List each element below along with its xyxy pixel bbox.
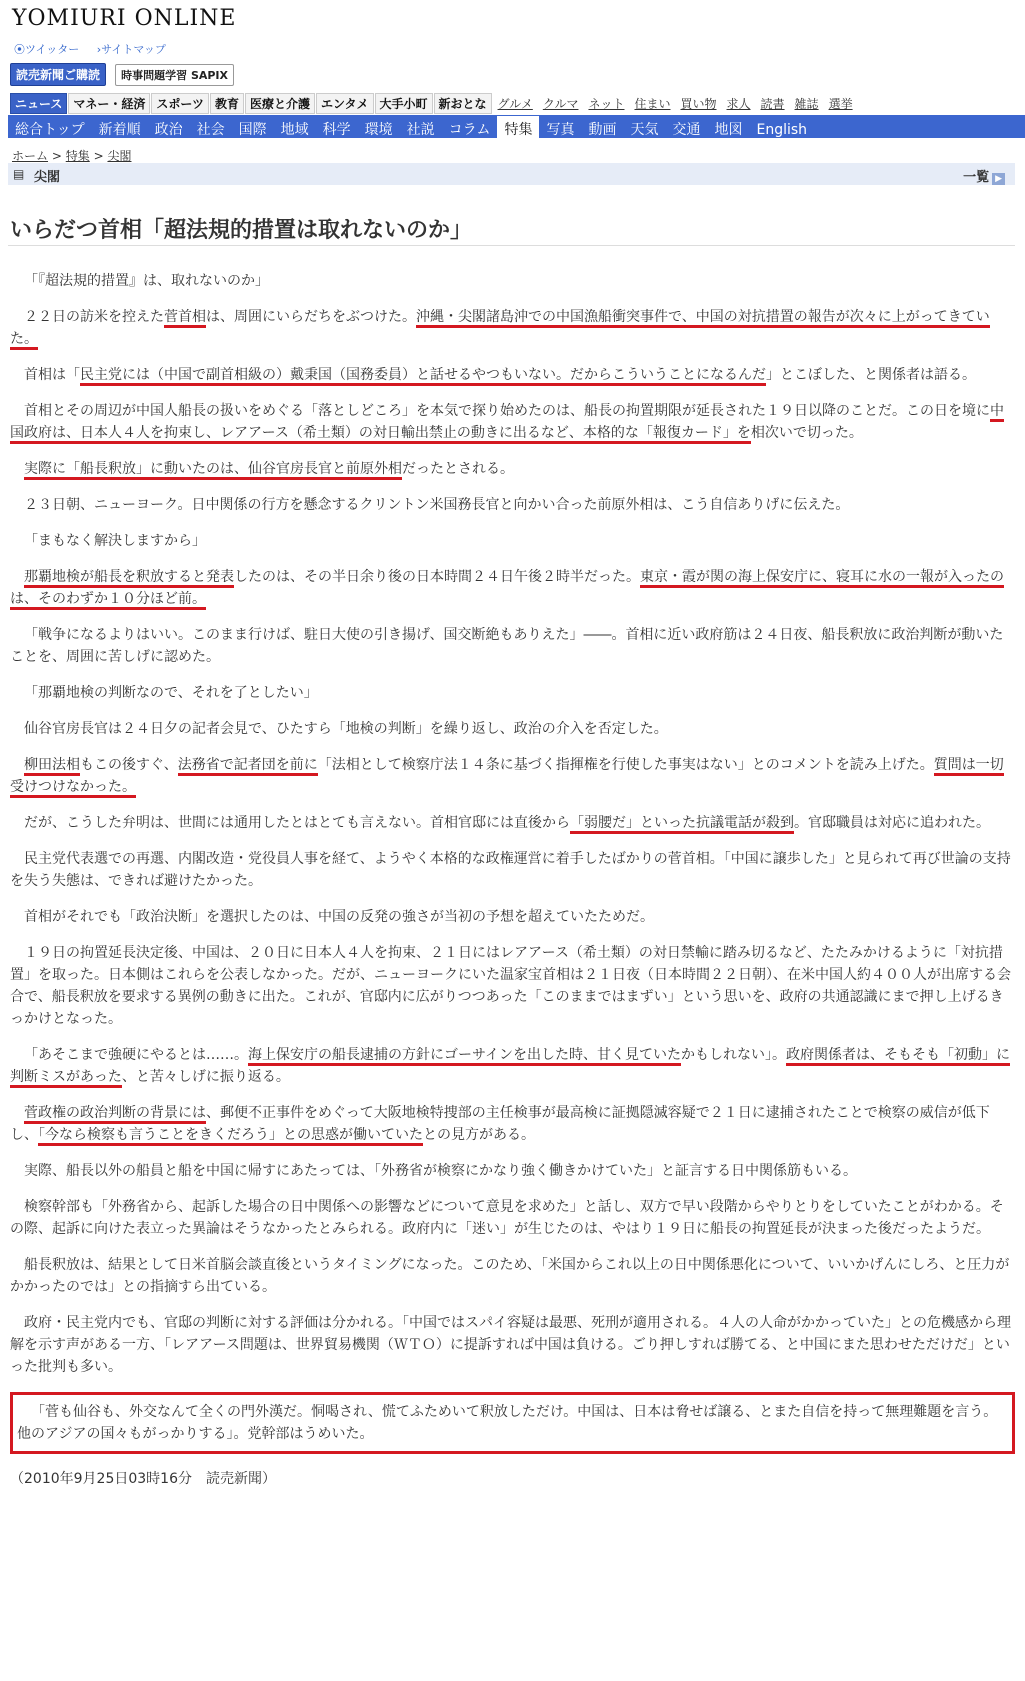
tab-komachi[interactable]: 大手小町 — [375, 93, 433, 114]
promo-buttons — [10, 63, 234, 86]
subnav-feature[interactable]: 特集 — [497, 116, 539, 139]
subnav-column[interactable]: コラム — [448, 122, 491, 138]
subnav-top[interactable]: 総合トップ — [15, 122, 85, 138]
news-subnav — [8, 115, 1025, 138]
article-dateline: （2010年9月25日03時16分 読売新聞） — [10, 1471, 276, 1487]
subnav-traffic[interactable]: 交通 — [672, 122, 701, 138]
tab-sports[interactable]: スポーツ — [151, 93, 209, 114]
subscribe-button[interactable]: 読売新聞ご購読 — [10, 63, 106, 86]
breadcrumb-separator: > — [93, 149, 104, 163]
subnav-world[interactable]: 国際 — [238, 122, 267, 138]
subnav-politics[interactable]: 政治 — [154, 122, 183, 138]
paragraph: 那覇地検が船長を釈放すると発表したのは、その半日余り後の日本時間２４日午後２時半だった。東京・霞が関の海上保安庁に、寝耳に水の一報が入ったのは、そのわずか１０分ほど前。 — [10, 566, 1015, 610]
tab-otona[interactable]: 新おとな — [434, 93, 492, 114]
list-link[interactable]: 一覧 ▶ — [963, 166, 1005, 185]
category-nav — [10, 93, 1017, 113]
paragraph: 「『超法規的措置』は、取れないのか」 — [24, 273, 269, 289]
tab-education[interactable]: 教育 — [210, 93, 244, 114]
subnav-environment[interactable]: 環境 — [364, 122, 393, 138]
paragraph: 「あそこまで強硬にやるとは……。海上保安庁の船長逮捕の方針にゴーサインを出した時、甘く見ていたかもしれない」。政府関係者は、そもそも「初動」に判断ミスがあった、と苦々しげに振り返る。 — [10, 1044, 1015, 1088]
tab-entertainment[interactable]: エンタメ — [316, 93, 374, 114]
link-net[interactable]: ネット — [588, 97, 625, 111]
paragraph: 首相は「民主党には（中国で副首相級の）戴秉国（国務委員）と話せるやつもいない。だからこういうことになるんだ」とこぼした、と関係者は語る。 — [10, 364, 1015, 386]
site-logo[interactable]: YOMIURI ONLINE — [12, 6, 237, 31]
subnav-english[interactable]: English — [756, 122, 808, 138]
paragraph: 政府・民主党内でも、官邸の判断に対する評価は分かれる。「中国ではスパイ容疑は最悪、死刑が適用される。４人の人命がかかっていた」との危機感から理解を示す声がある一方、「レアアース問題は、世界貿易機関（ＷＴＯ）に提訴すれば中国は負ける。ごり押しすれば勝てる、と中国にまた思わせただけだ」といった批判も多い。 — [10, 1315, 1011, 1375]
paragraph: 実際、船長以外の船員と船を中国に帰すにあたっては、「外務省が検察にかなり強く働きかけていた」と証言する日中関係筋もいる。 — [24, 1163, 857, 1179]
paragraph: 柳田法相もこの後すぐ、法務省で記者団を前に「法相として検察庁法１４条に基づく指揮権を行使した事実はない」とのコメントを読み上げた。質問は一切受けつけなかった。 — [10, 754, 1015, 798]
paragraph: ２３日朝、ニューヨーク。日中関係の行方を懸念するクリントン米国務長官と向かい合った前原外相は、こう自信ありげに伝えた。 — [24, 497, 850, 513]
tab-money[interactable]: マネー・経済 — [68, 93, 150, 114]
paragraph: ２２日の訪米を控えた菅首相は、周囲にいらだちをぶつけた。沖縄・尖閣諸島沖での中国漁船衝突事件で、中国の対抗措置の報告が次々に上がってきていた。 — [10, 306, 1015, 350]
breadcrumb — [12, 147, 131, 164]
link-election[interactable]: 選挙 — [828, 97, 853, 111]
paragraph: 首相がそれでも「政治決断」を選択したのは、中国の反発の強さが当初の予想を超えていたためだ。 — [24, 909, 654, 925]
paragraph: 菅政権の政治判断の背景には、郵便不正事件をめぐって大阪地検特捜部の主任検事が最高検に証拠隠滅容疑で２１日に逮捕されたことで検察の威信が低下し、「今なら検察も言うことをきくだろう」との思惑が働いていたとの見方がある。 — [10, 1102, 1015, 1146]
article-title: いらだつ首相「超法規的措置は取れないのか」 — [10, 218, 473, 243]
subnav-latest[interactable]: 新着順 — [98, 122, 141, 138]
paragraph: 仙谷官房長官は２４日夕の記者会見で、ひたすら「地検の判断」を繰り返し、政治の介入を否定した。 — [24, 721, 668, 737]
paragraph: 検察幹部も「外務省から、起訴した場合の日中関係への影響などについて意見を求めた」と話し、双方で早い段階からやりとりをしていたことがわかる。その際、起訴に向けた表立った異論はそうなかったとみられる。政府内に「迷い」が生じたのは、やはり１９日に船長の拘置延長が決まった後だったようだ。 — [10, 1199, 1004, 1237]
subnav-video[interactable]: 動画 — [588, 122, 617, 138]
article-body — [10, 270, 1015, 1490]
paragraph: 実際に「船長釈放」に動いたのは、仙谷官房長官と前原外相だったとされる。 — [10, 458, 1015, 480]
link-shopping[interactable]: 買い物 — [680, 97, 717, 111]
paragraph: １９日の拘置延長決定後、中国は、２０日に日本人４人を拘束、２１日にはレアアース（希土類）の対日禁輸に踏み切るなど、たたみかけるように「対抗措置」を取った。日本側はこれらを公表しなかった。だが、ニューヨークにいた温家宝首相は２１日夜（日本時間２２日朝）、在米中国人約４００人が出席する会合で、船長釈放を要求する異例の動きに出た。これが、官邸内に広がりつつあった「このままではまずい」という思いを、政府の共通認識にまで押し上げるきっかけとなった。 — [10, 945, 1011, 1027]
breadcrumb-feature[interactable]: 特集 — [65, 149, 90, 163]
section-header — [8, 163, 1015, 185]
subnav-editorial[interactable]: 社説 — [406, 122, 435, 138]
paragraph: 「まもなく解決しますから」 — [24, 533, 206, 549]
breadcrumb-separator: > — [51, 149, 62, 163]
title-divider — [8, 245, 1015, 246]
subnav-weather[interactable]: 天気 — [630, 122, 659, 138]
arrow-right-icon: ▶ — [992, 173, 1005, 185]
paragraph: 「那覇地検の判断なので、それを了としたい」 — [24, 685, 318, 701]
paragraph: 「戦争になるよりはいい。このまま行けば、駐日大使の引き揚げ、国交断絶もありえた」――。首相に近い政府筋は２４日夜、船長釈放に政治判断が動いたことを、周囲に苦しげに認めた。 — [10, 627, 1004, 665]
link-car[interactable]: クルマ — [542, 97, 579, 111]
link-magazines[interactable]: 雑誌 — [794, 97, 819, 111]
link-books[interactable]: 読書 — [760, 97, 785, 111]
link-jobs[interactable]: 求人 — [726, 97, 751, 111]
highlighted-paragraph: 「菅も仙谷も、外交なんて全くの門外漢だ。恫喝され、慌てふためいて釈放しただけ。中国は、日本は脅せば譲る、とまた自信を持って無理難題を言う。他のアジアの国々もがっかりする」。党幹部はうめいた。 — [10, 1392, 1015, 1454]
twitter-link[interactable]: ⦿ツイッター — [14, 43, 80, 56]
subnav-photos[interactable]: 写真 — [546, 122, 575, 138]
subnav-society[interactable]: 社会 — [196, 122, 225, 138]
paragraph: だが、こうした弁明は、世間には通用したとはとても言えない。首相官邸には直後から「弱腰だ」といった抗議電話が殺到。官邸職員は対応に追われた。 — [10, 812, 1015, 834]
link-gourmet[interactable]: グルメ — [497, 97, 533, 111]
sapix-button[interactable]: 時事問題学習 SAPIX — [115, 64, 234, 86]
sitemap-link[interactable]: ›サイトマップ — [96, 43, 166, 56]
section-label: 尖閣 — [34, 170, 61, 185]
breadcrumb-topic[interactable]: 尖閣 — [107, 149, 132, 163]
link-housing[interactable]: 住まい — [634, 97, 671, 111]
document-icon: ▤ — [13, 167, 25, 181]
tab-news[interactable]: ニュース — [10, 93, 67, 114]
subnav-science[interactable]: 科学 — [322, 122, 351, 138]
paragraph: 船長釈放は、結果として日米首脳会談直後というタイミングになった。このため、「米国からこれ以上の日中関係悪化について、いいかげんにしろ、と圧力がかかったのでは」との指摘すら出ている。 — [10, 1257, 1010, 1295]
tab-medical[interactable]: 医療と介護 — [245, 93, 315, 114]
utility-links — [14, 41, 180, 57]
subnav-map[interactable]: 地図 — [714, 122, 743, 138]
breadcrumb-home[interactable]: ホーム — [12, 149, 49, 163]
paragraph: 民主党代表選での再選、内閣改造・党役員人事を経て、ようやく本格的な政権運営に着手したばかりの菅首相。「中国に譲歩した」と見られて再び世論の支持を失う失態は、できれば避けたかった。 — [10, 851, 1011, 889]
subnav-local[interactable]: 地域 — [280, 122, 309, 138]
paragraph: 首相とその周辺が中国人船長の扱いをめぐる「落としどころ」を本気で探り始めたのは、船長の拘置期限が延長された１９日以降のことだ。この日を境に中国政府は、日本人４人を拘束し、レアアース（希土類）の対日輸出禁止の動きに出るなど、本格的な「報復カード」を相次いで切った。 — [10, 400, 1015, 444]
